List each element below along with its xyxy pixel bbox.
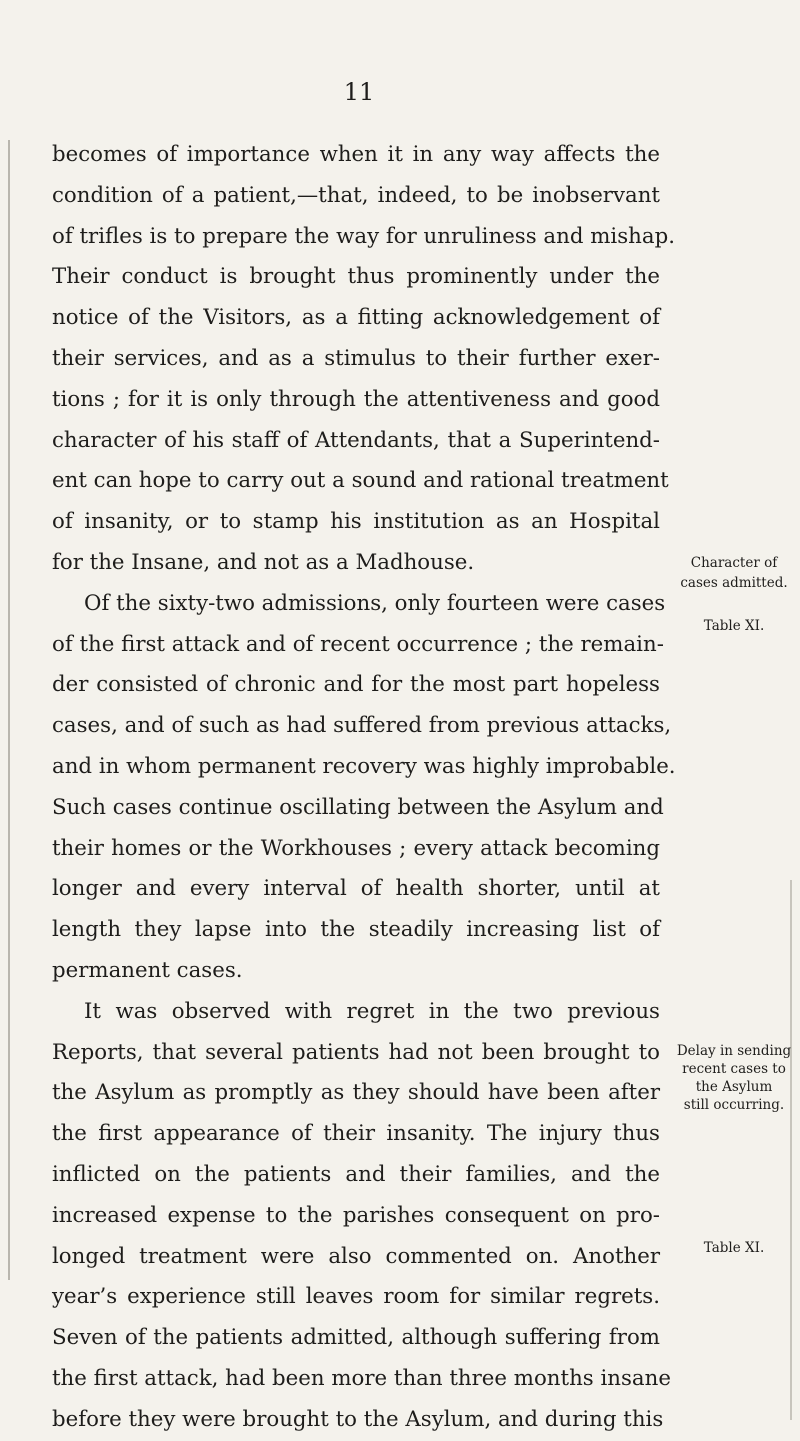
text-line: notice of the Visitors, as a fitting acknowledgement of <box>52 305 660 331</box>
text-line: Seven of the patients admitted, although suffering from <box>52 1325 660 1351</box>
margin-note-table <box>668 1238 800 1258</box>
text-line: the first appearance of their insanity. The injury thus <box>52 1121 660 1147</box>
text-line: character of his staff of Attendants, that a Superintend- <box>52 427 660 453</box>
text-line: before they were brought to the Asylum, and during this <box>52 1406 664 1432</box>
text-line: longed treatment were also commented on. Another <box>52 1243 660 1269</box>
page-edge-shadow <box>8 140 10 1280</box>
text-line: for the Insane, and not as a Madhouse. <box>52 549 475 575</box>
margin-note-character <box>668 553 800 593</box>
text-line: Reports, that several patients had not been brought to <box>52 1039 660 1065</box>
margin-note-table <box>668 616 800 636</box>
margin-note-delay <box>668 1042 800 1114</box>
text-line: of trifles is to prepare the way for unruliness and mishap. <box>52 223 675 249</box>
text-line: condition of a patient,—that, indeed, to be inobservant <box>52 182 660 208</box>
text-line: of the first attack and of recent occurrence ; the remain- <box>52 631 664 657</box>
text-line: and in whom permanent recovery was highly improbable. <box>52 753 676 779</box>
margin-note-line: Delay in sending <box>676 1043 792 1059</box>
margin-note-line: Table XI. <box>703 618 765 634</box>
margin-note-line: still occurring. <box>683 1097 785 1113</box>
text-line: inflicted on the patients and their families, and the <box>52 1161 660 1187</box>
text-line: cases, and of such as had suffered from previous attacks, <box>52 713 672 739</box>
text-line: der consisted of chronic and for the most part hopeless <box>52 672 660 698</box>
text-line: length they lapse into the steadily increasing list of <box>52 917 660 943</box>
page-edge-shadow-right <box>790 880 792 1420</box>
text-line: year’s experience still leaves room for similar regrets. <box>52 1284 660 1310</box>
text-line: Such cases continue oscillating between the Asylum and <box>52 794 664 820</box>
margin-note-line: recent cases to <box>682 1061 786 1077</box>
margin-note-line: Table XI. <box>703 1240 765 1256</box>
margin-note-line: the Asylum <box>695 1079 773 1095</box>
text-line: becomes of importance when it in any way affects the <box>52 142 660 167</box>
text-line: permanent cases. <box>52 957 243 983</box>
text-line: tions ; for it is only through the attentiveness and good <box>52 386 660 412</box>
text-line: the Asylum as promptly as they should have been after <box>52 1080 660 1106</box>
text-line: increased expense to the parishes consequent on pro- <box>52 1202 660 1228</box>
paragraph-start: It was observed with regret in the two previous <box>84 998 660 1024</box>
text-line: their services, and as a stimulus to their further exer- <box>52 345 660 371</box>
margin-note-line: cases admitted. <box>680 575 788 591</box>
text-line: ent can hope to carry out a sound and rational treatment <box>52 468 669 494</box>
text-line: longer and every interval of health shorter, until at <box>52 876 660 902</box>
body-text <box>52 135 676 1441</box>
paragraph-start: Of the sixty-two admissions, only fourteen were cases <box>84 590 666 616</box>
page-number: 11 <box>343 78 375 106</box>
text-line: Their conduct is brought thus prominently under the <box>52 264 660 290</box>
text-line: the first attack, had been more than three months insane <box>52 1365 671 1391</box>
margin-note-line: Character of <box>690 555 778 571</box>
text-line: their homes or the Workhouses ; every attack becoming <box>52 835 660 861</box>
text-line: of insanity, or to stamp his institution as an Hospital <box>52 509 660 535</box>
